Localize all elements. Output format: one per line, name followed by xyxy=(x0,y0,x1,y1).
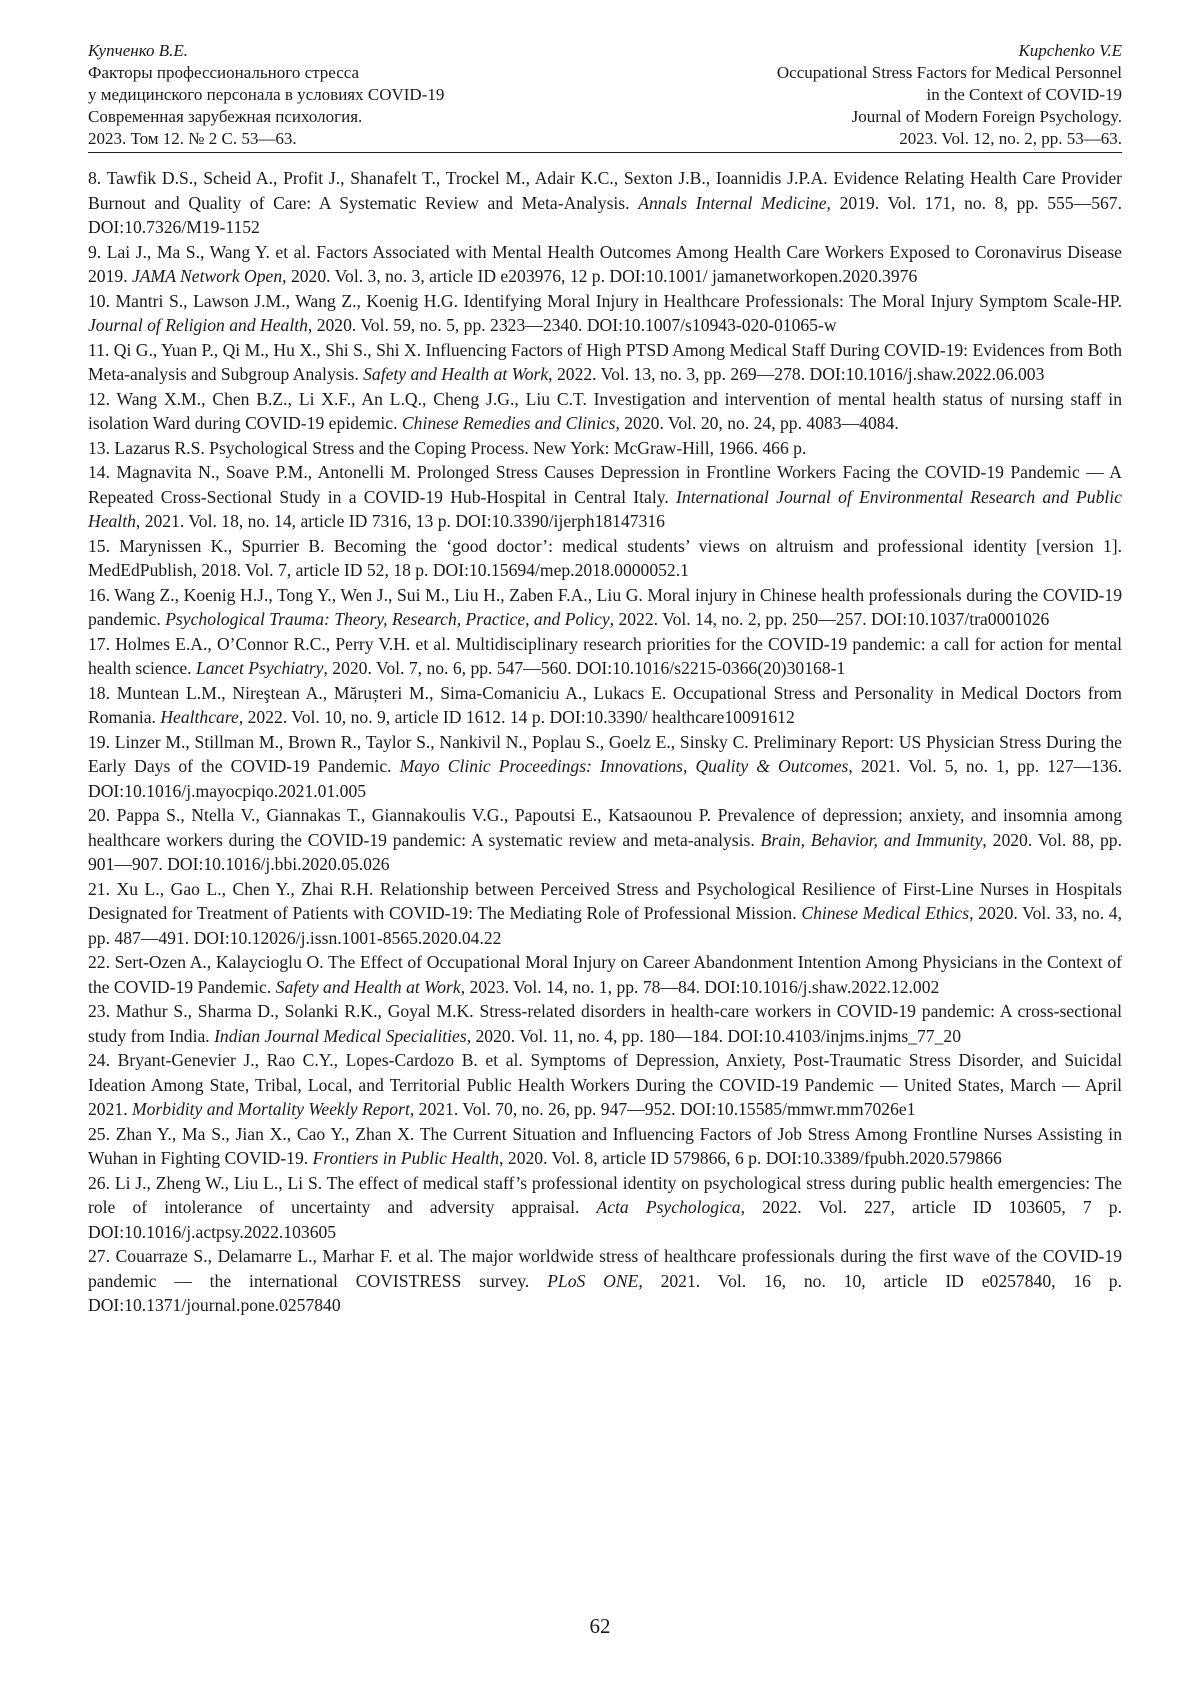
reference-details: , 2020. Vol. 33, no. 4, pp. 487—491. DOI:10.12026/j.issn.1001-8565.2020.04.22 xyxy=(88,903,1122,948)
reference-details: , 2021. Vol. 18, no. 14, article ID 7316, 13 p. DOI:10.3390/ijerph18147316 xyxy=(136,511,665,531)
header-journal-ru: Современная зарубежная психология. xyxy=(88,106,444,128)
reference-text: 8. Tawfik D.S., Scheid A., Profit J., Shanafelt T., Trockel M., Adair K.C., Sexton J.B., Ioannidis J.P.A. Evidence Relating Health Care Provider Burnout and Quality of Care: A Systematic Review and Meta-Analysis. xyxy=(88,168,1122,213)
reference-details: , 2021. Vol. 5, no. 1, pp. 127—136. DOI:10.1016/j.mayocpiqo.2021.01.005 xyxy=(88,756,1122,801)
reference-item xyxy=(88,999,1122,1048)
reference-text: 21. Xu L., Gao L., Chen Y., Zhai R.H. Relationship between Perceived Stress and Psychological Resilience of First-Line Nurses in Hospitals Designated for Treatment of Patients with COVID-19: The Mediating Role of Professional Mission. xyxy=(88,879,1122,924)
reference-text: 14. Magnavita N., Soave P.M., Antonelli M. Prolonged Stress Causes Depression in Frontline Workers Facing the COVID-19 Pandemic — A Repeated Cross-Sectional Study in a COVID-19 Hub-Hospital in Central Italy. xyxy=(88,462,1122,507)
reference-journal: International Journal of Environmental Research and Public Health xyxy=(88,487,1122,532)
page-number: 62 xyxy=(0,1614,1200,1639)
reference-text: 24. Bryant-Genevier J., Rao C.Y., Lopes-Cardozo B. et al. Symptoms of Depression, Anxiety, Post-Traumatic Stress Disorder, and Suicidal Ideation Among State, Tribal, Local, and Territorial Public Health Workers During the COVID-19 Pandemic — United States, March — April 2021. xyxy=(88,1050,1122,1119)
header-title-ru-line1: Факторы профессионального стресса xyxy=(88,62,444,84)
reference-details: , 2020. Vol. 7, no. 6, pp. 547—560. DOI:10.1016/s2215-0366(20)30168-1 xyxy=(323,658,845,678)
reference-text: 13. Lazarus R.S. Psychological Stress and the Coping Process. New York: McGraw-Hill, 1966. 466 p. xyxy=(88,438,806,458)
reference-details: , 2020. Vol. 3, no. 3, article ID e203976, 12 p. DOI:10.1001/ jamanetworkopen.2020.3976 xyxy=(282,266,917,286)
reference-details: , 2020. Vol. 88, pp. 901—907. DOI:10.1016/j.bbi.2020.05.026 xyxy=(88,830,1122,875)
reference-text: 22. Sert-Ozen A., Kalaycioglu O. The Effect of Occupational Moral Injury on Career Abandonment Intention Among Physicians in the Context of the COVID-19 Pandemic. xyxy=(88,952,1122,997)
reference-journal: Healthcare xyxy=(160,707,239,727)
header-title-en-line2: in the Context of COVID-19 xyxy=(777,84,1122,106)
reference-text: 26. Li J., Zheng W., Liu L., Li S. The effect of medical staff’s professional identity on psychological stress during public health emergencies: The role of intolerance of uncertainty and adversity appraisal. xyxy=(88,1173,1122,1218)
reference-item xyxy=(88,289,1122,338)
reference-item xyxy=(88,1171,1122,1245)
reference-details: , 2023. Vol. 14, no. 1, pp. 78—84. DOI:10.1016/j.shaw.2022.12.002 xyxy=(461,977,940,997)
reference-item xyxy=(88,681,1122,730)
reference-details: , 2021. Vol. 16, no. 10, article ID e0257840, 16 p. DOI:10.1371/journal.pone.0257840 xyxy=(88,1271,1122,1316)
header-title-ru-line2: у медицинского персонала в условиях COVID-19 xyxy=(88,84,444,106)
reference-details: , 2022. Vol. 14, no. 2, pp. 250—257. DOI:10.1037/tra0001026 xyxy=(610,609,1050,629)
reference-text: 10. Mantri S., Lawson J.M., Wang Z., Koenig H.G. Identifying Moral Injury in Healthcare Professionals: The Moral Injury Symptom Scale-HP. xyxy=(88,291,1122,311)
header-divider xyxy=(88,152,1122,153)
header-author-ru: Купченко В.Е. xyxy=(88,40,444,62)
reference-item xyxy=(88,583,1122,632)
reference-journal: Mayo Clinic Proceedings: Innovations, Quality & Outcomes xyxy=(400,756,849,776)
reference-journal: Safety and Health at Work xyxy=(276,977,461,997)
reference-item xyxy=(88,950,1122,999)
reference-text: 23. Mathur S., Sharma D., Solanki R.K., Goyal M.K. Stress-related disorders in health-care workers in COVID-19 pandemic: A cross-sectional study from India. xyxy=(88,1001,1122,1046)
reference-text: 19. Linzer M., Stillman M., Brown R., Taylor S., Nankivil N., Poplau S., Goelz E., Sinsky C. Preliminary Report: US Physician Stress During the Early Days of the COVID-19 Pandemic. xyxy=(88,732,1122,777)
header-title-en-line1: Occupational Stress Factors for Medical Personnel xyxy=(777,62,1122,84)
reference-item xyxy=(88,1122,1122,1171)
reference-journal: Brain, Behavior, and Immunity xyxy=(761,830,983,850)
reference-journal: Acta Psychologica xyxy=(596,1197,740,1217)
reference-details: , 2020. Vol. 59, no. 5, pp. 2323—2340. DOI:10.1007/s10943-020-01065-w xyxy=(308,315,837,335)
header-author-en: Kupchenko V.E xyxy=(777,40,1122,62)
header-journal-en: Journal of Modern Foreign Psychology. xyxy=(777,106,1122,128)
header-left xyxy=(88,40,444,150)
reference-details: , 2022. Vol. 10, no. 9, article ID 1612. 14 p. DOI:10.3390/ healthcare10091612 xyxy=(239,707,795,727)
reference-journal: Journal of Religion and Health xyxy=(88,315,308,335)
reference-details: , 2019. Vol. 171, no. 8, pp. 555—567. DOI:10.7326/M19-1152 xyxy=(88,193,1122,238)
reference-item xyxy=(88,338,1122,387)
reference-text: 9. Lai J., Ma S., Wang Y. et al. Factors Associated with Mental Health Outcomes Among Health Care Workers Exposed to Coronavirus Disease 2019. xyxy=(88,242,1122,287)
reference-journal: Annals Internal Medicine xyxy=(638,193,826,213)
reference-item xyxy=(88,460,1122,534)
reference-journal: Indian Journal Medical Specialities xyxy=(214,1026,467,1046)
reference-item xyxy=(88,877,1122,951)
reference-text: 15. Marynissen K., Spurrier B. Becoming the ‘good doctor’: medical students’ views on altruism and professional identity [version 1]. MedEdPublish, 2018. Vol. 7, article ID 52, 18 p. DOI:10.15694/mep.2018.0000052.1 xyxy=(88,536,1122,581)
reference-details: , 2022. Vol. 227, article ID 103605, 7 p. DOI:10.1016/j.actpsy.2022.103605 xyxy=(88,1197,1122,1242)
reference-item xyxy=(88,436,1122,461)
reference-details: , 2020. Vol. 8, article ID 579866, 6 p. DOI:10.3389/fpubh.2020.579866 xyxy=(499,1148,1002,1168)
reference-text: 20. Pappa S., Ntella V., Giannakas T., Giannakoulis V.G., Papoutsi E., Katsaounou P. Prevalence of depression; anxiety, and insomnia among healthcare workers during the COVID-19 pandemic: A systematic review and meta-analysis. xyxy=(88,805,1122,850)
reference-journal: Psychological Trauma: Theory, Research, Practice, and Policy xyxy=(165,609,609,629)
reference-journal: Safety and Health at Work xyxy=(363,364,548,384)
reference-list xyxy=(88,166,1122,1318)
reference-item xyxy=(88,632,1122,681)
reference-text: 25. Zhan Y., Ma S., Jian X., Cao Y., Zhan X. The Current Situation and Influencing Factors of Job Stress Among Frontline Nurses Assisting in Wuhan in Fighting COVID-19. xyxy=(88,1124,1122,1169)
reference-text: 17. Holmes E.A., O’Connor R.C., Perry V.H. et al. Multidisciplinary research priorities for the COVID-19 pandemic: a call for action for mental health science. xyxy=(88,634,1122,679)
reference-item xyxy=(88,1048,1122,1122)
reference-journal: Frontiers in Public Health xyxy=(313,1148,500,1168)
reference-item xyxy=(88,166,1122,240)
reference-journal: JAMA Network Open xyxy=(132,266,282,286)
reference-item xyxy=(88,240,1122,289)
reference-details: , 2021. Vol. 70, no. 26, pp. 947—952. DOI:10.15585/mmwr.mm7026e1 xyxy=(410,1099,916,1119)
reference-journal: Chinese Remedies and Clinics xyxy=(402,413,616,433)
reference-text: 12. Wang X.M., Chen B.Z., Li X.F., An L.Q., Cheng J.G., Liu C.T. Investigation and intervention of mental health status of nursing staff in isolation Ward during COVID-19 epidemic. xyxy=(88,389,1122,434)
reference-text: 11. Qi G., Yuan P., Qi M., Hu X., Shi S., Shi X. Influencing Factors of High PTSD Among Medical Staff During COVID-19: Evidences from Both Meta-analysis and Subgroup Analysis. xyxy=(88,340,1122,385)
reference-item xyxy=(88,730,1122,804)
reference-journal: Morbidity and Mortality Weekly Report xyxy=(132,1099,410,1119)
header-right xyxy=(777,40,1122,150)
reference-item xyxy=(88,803,1122,877)
reference-details: , 2022. Vol. 13, no. 3, pp. 269—278. DOI:10.1016/j.shaw.2022.06.003 xyxy=(548,364,1044,384)
reference-journal: Chinese Medical Ethics xyxy=(801,903,969,923)
reference-journal: Lancet Psychiatry xyxy=(196,658,324,678)
reference-item xyxy=(88,1244,1122,1318)
reference-item xyxy=(88,387,1122,436)
header-issue-en: 2023. Vol. 12, no. 2, pp. 53—63. xyxy=(777,128,1122,150)
reference-details: , 2020. Vol. 11, no. 4, pp. 180—184. DOI:10.4103/injms.injms_77_20 xyxy=(467,1026,961,1046)
reference-details: , 2020. Vol. 20, no. 24, pp. 4083—4084. xyxy=(615,413,898,433)
reference-text: 16. Wang Z., Koenig H.J., Tong Y., Wen J., Sui M., Liu H., Zaben F.A., Liu G. Moral injury in Chinese health professionals during the COVID-19 pandemic. xyxy=(88,585,1122,630)
reference-item xyxy=(88,534,1122,583)
reference-text: 18. Muntean L.M., Nireştean A., Mărușteri M., Sima-Comaniciu A., Lukacs E. Occupational Stress and Personality in Medical Doctors from Romania. xyxy=(88,683,1122,728)
reference-text: 27. Couarraze S., Delamarre L., Marhar F. et al. The major worldwide stress of healthcare professionals during the first wave of the COVID-19 pandemic — the international COVISTRESS survey. xyxy=(88,1246,1122,1291)
header-issue-ru: 2023. Том 12. № 2 С. 53—63. xyxy=(88,128,444,150)
running-header xyxy=(88,40,1122,150)
reference-journal: PLoS ONE xyxy=(547,1271,638,1291)
